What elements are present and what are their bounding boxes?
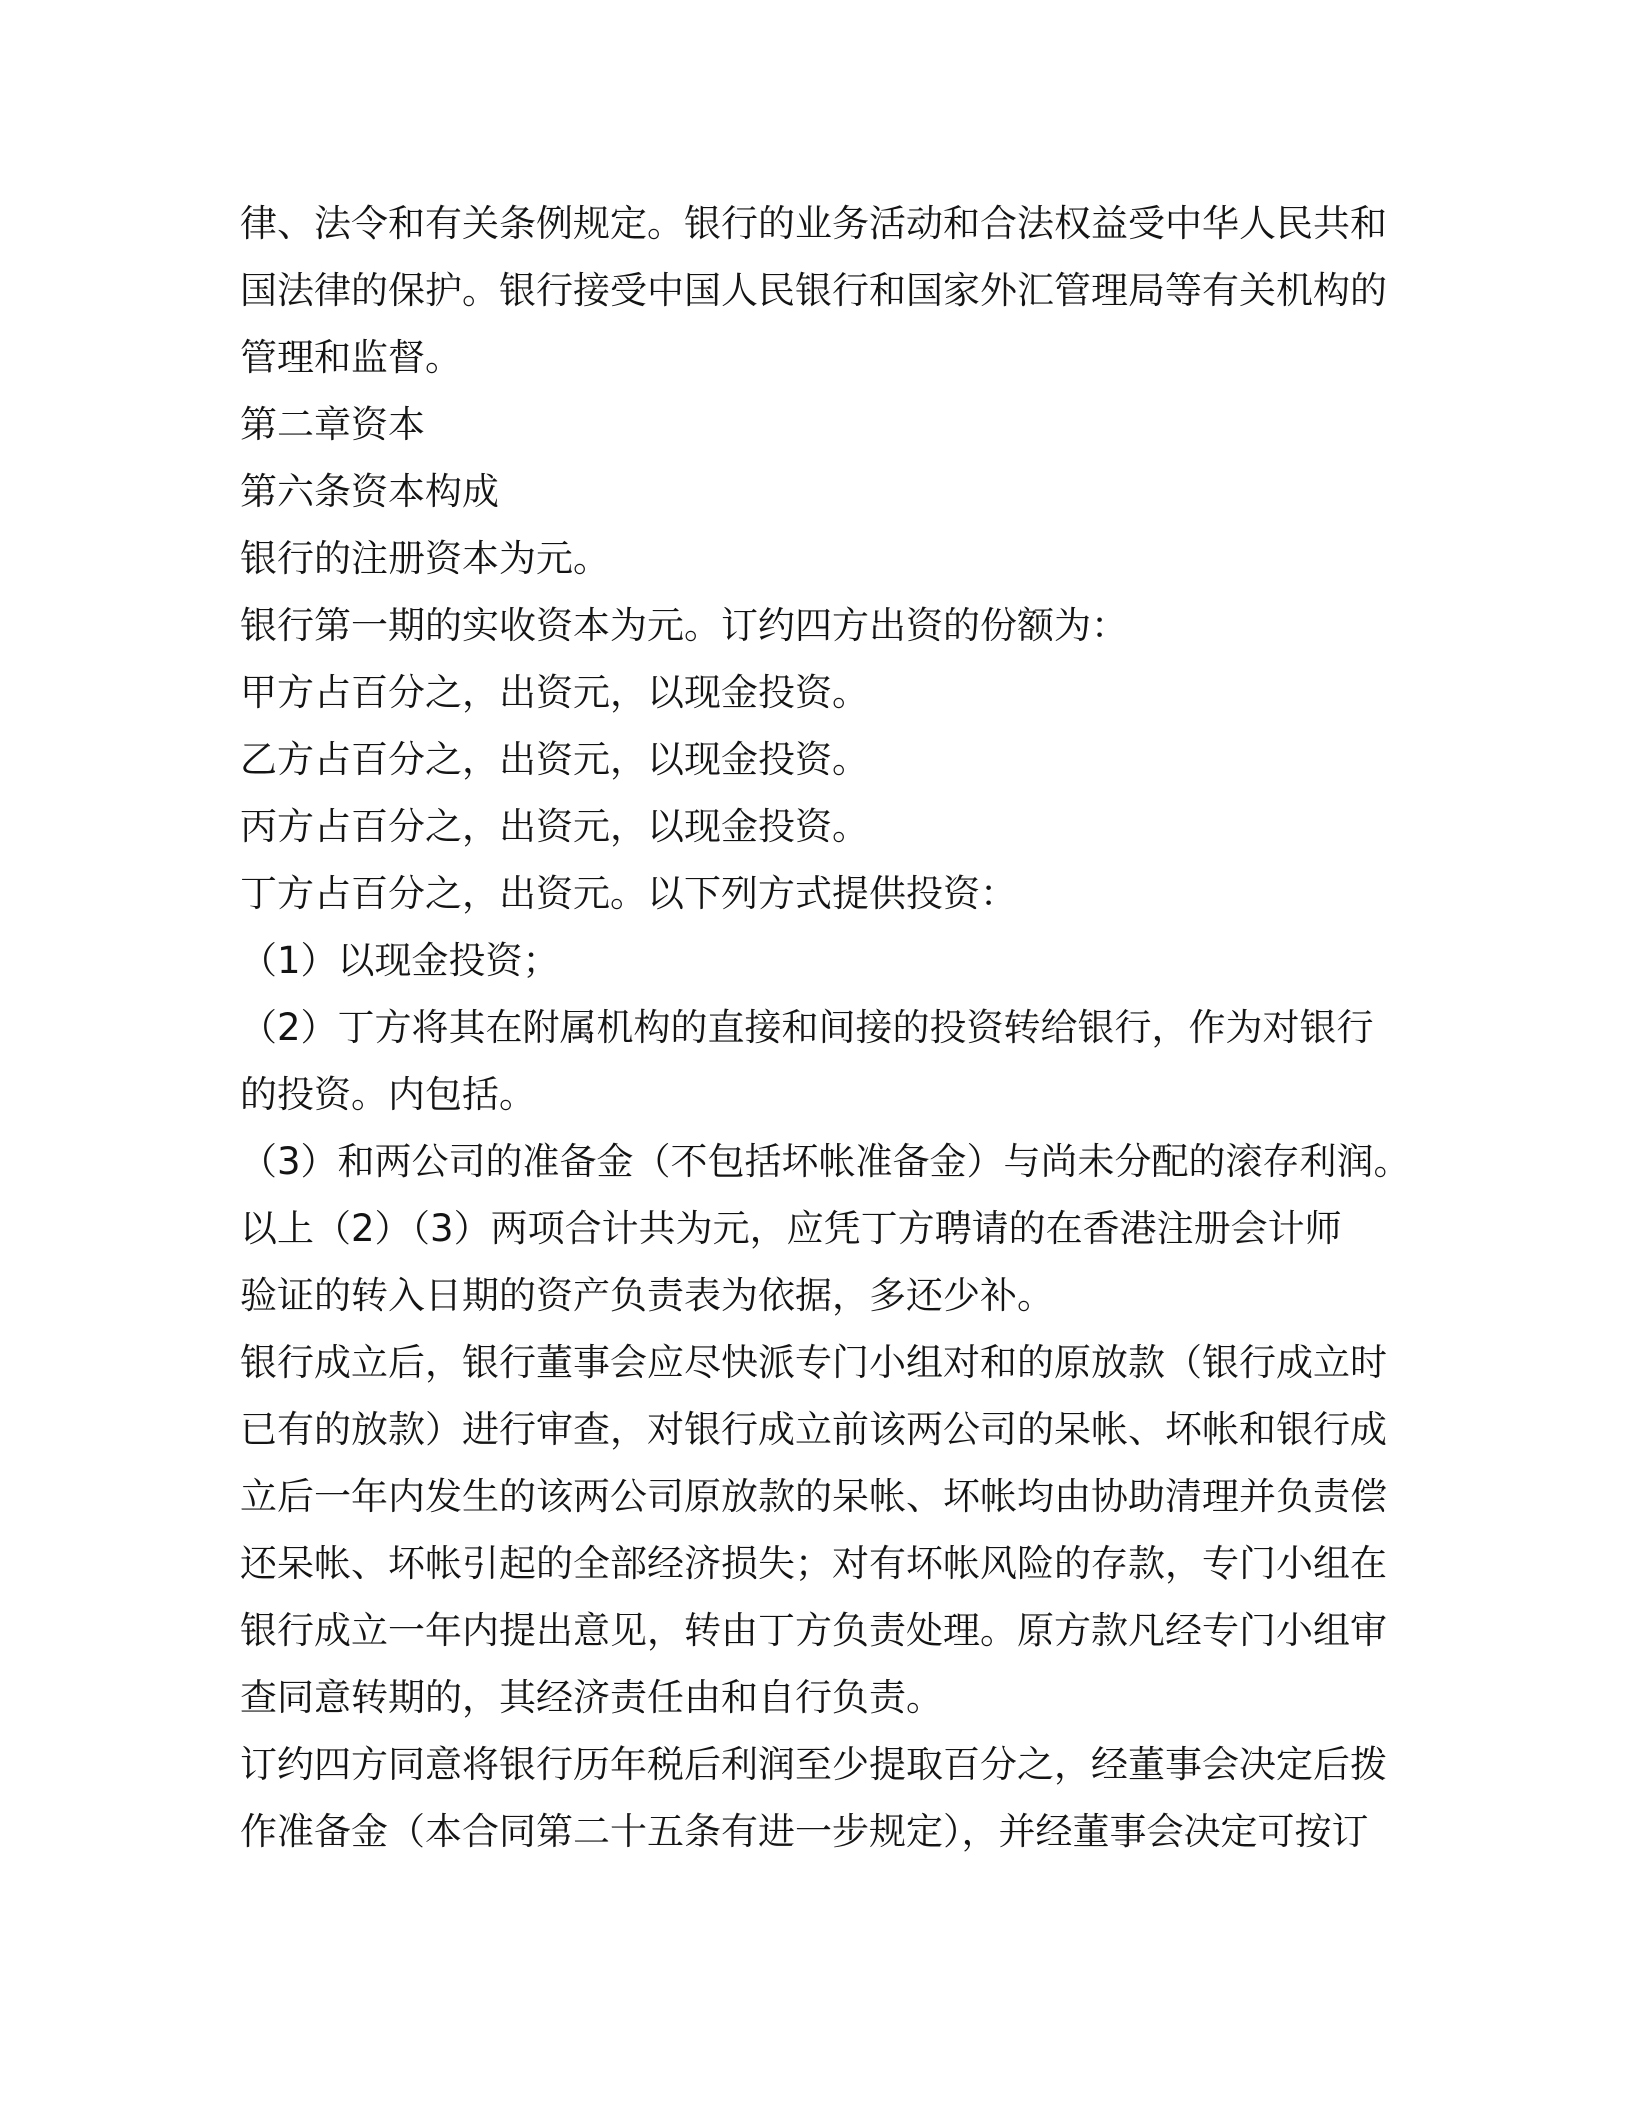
text-line: 乙方占百分之，出资元，以现金投资。 [240, 738, 869, 781]
text-line: 还呆帐、坏帐引起的全部经济损失；对有坏帐风险的存款，专门小组在 [240, 1542, 1387, 1585]
text-line: 律、法令和有关条例规定。银行的业务活动和合法权益受中华人民共和 [240, 202, 1387, 245]
text-line: 的投资。内包括。 [240, 1073, 536, 1116]
chapter-heading: 第二章资本 [240, 403, 425, 446]
text-line: 甲方占百分之，出资元，以现金投资。 [240, 671, 869, 714]
text-line: 银行第一期的实收资本为元。订约四方出资的份额为： [240, 604, 1128, 647]
text-line: 订约四方同意将银行历年税后利润至少提取百分之，经董事会决定后拨 [240, 1743, 1387, 1786]
text-line: 管理和监督。 [240, 336, 462, 379]
text-line: 国法律的保护。银行接受中国人民银行和国家外汇管理局等有关机构的 [240, 269, 1387, 312]
list-item: （3）和两公司的准备金（不包括坏帐准备金）与尚未分配的滚存利润。 [240, 1140, 1411, 1183]
text-line: 以上（2）（3）两项合计共为元，应凭丁方聘请的在香港注册会计师 [240, 1207, 1342, 1250]
list-item: （1）以现金投资； [240, 939, 560, 982]
text-line: 银行成立后，银行董事会应尽快派专门小组对和的原放款（银行成立时 [240, 1341, 1387, 1384]
article-heading: 第六条资本构成 [240, 470, 499, 513]
text-line: 验证的转入日期的资产负责表为依据，多还少补。 [240, 1274, 1054, 1317]
text-line: 已有的放款）进行审查，对银行成立前该两公司的呆帐、坏帐和银行成 [240, 1408, 1387, 1451]
list-item: （2）丁方将其在附属机构的直接和间接的投资转给银行，作为对银行 [240, 1006, 1374, 1049]
text-line: 丙方占百分之，出资元，以现金投资。 [240, 805, 869, 848]
text-line: 立后一年内发生的该两公司原放款的呆帐、坏帐均由协助清理并负责偿 [240, 1475, 1387, 1518]
text-line: 丁方占百分之，出资元。以下列方式提供投资： [240, 872, 1017, 915]
document-body [240, 190, 1411, 1865]
text-line: 查同意转期的，其经济责任由和自行负责。 [240, 1676, 943, 1719]
text-line: 银行的注册资本为元。 [240, 537, 610, 580]
text-line: 作准备金（本合同第二十五条有进一步规定），并经董事会决定可按订 [240, 1810, 1369, 1853]
text-line: 银行成立一年内提出意见，转由丁方负责处理。原方款凡经专门小组审 [240, 1609, 1387, 1652]
